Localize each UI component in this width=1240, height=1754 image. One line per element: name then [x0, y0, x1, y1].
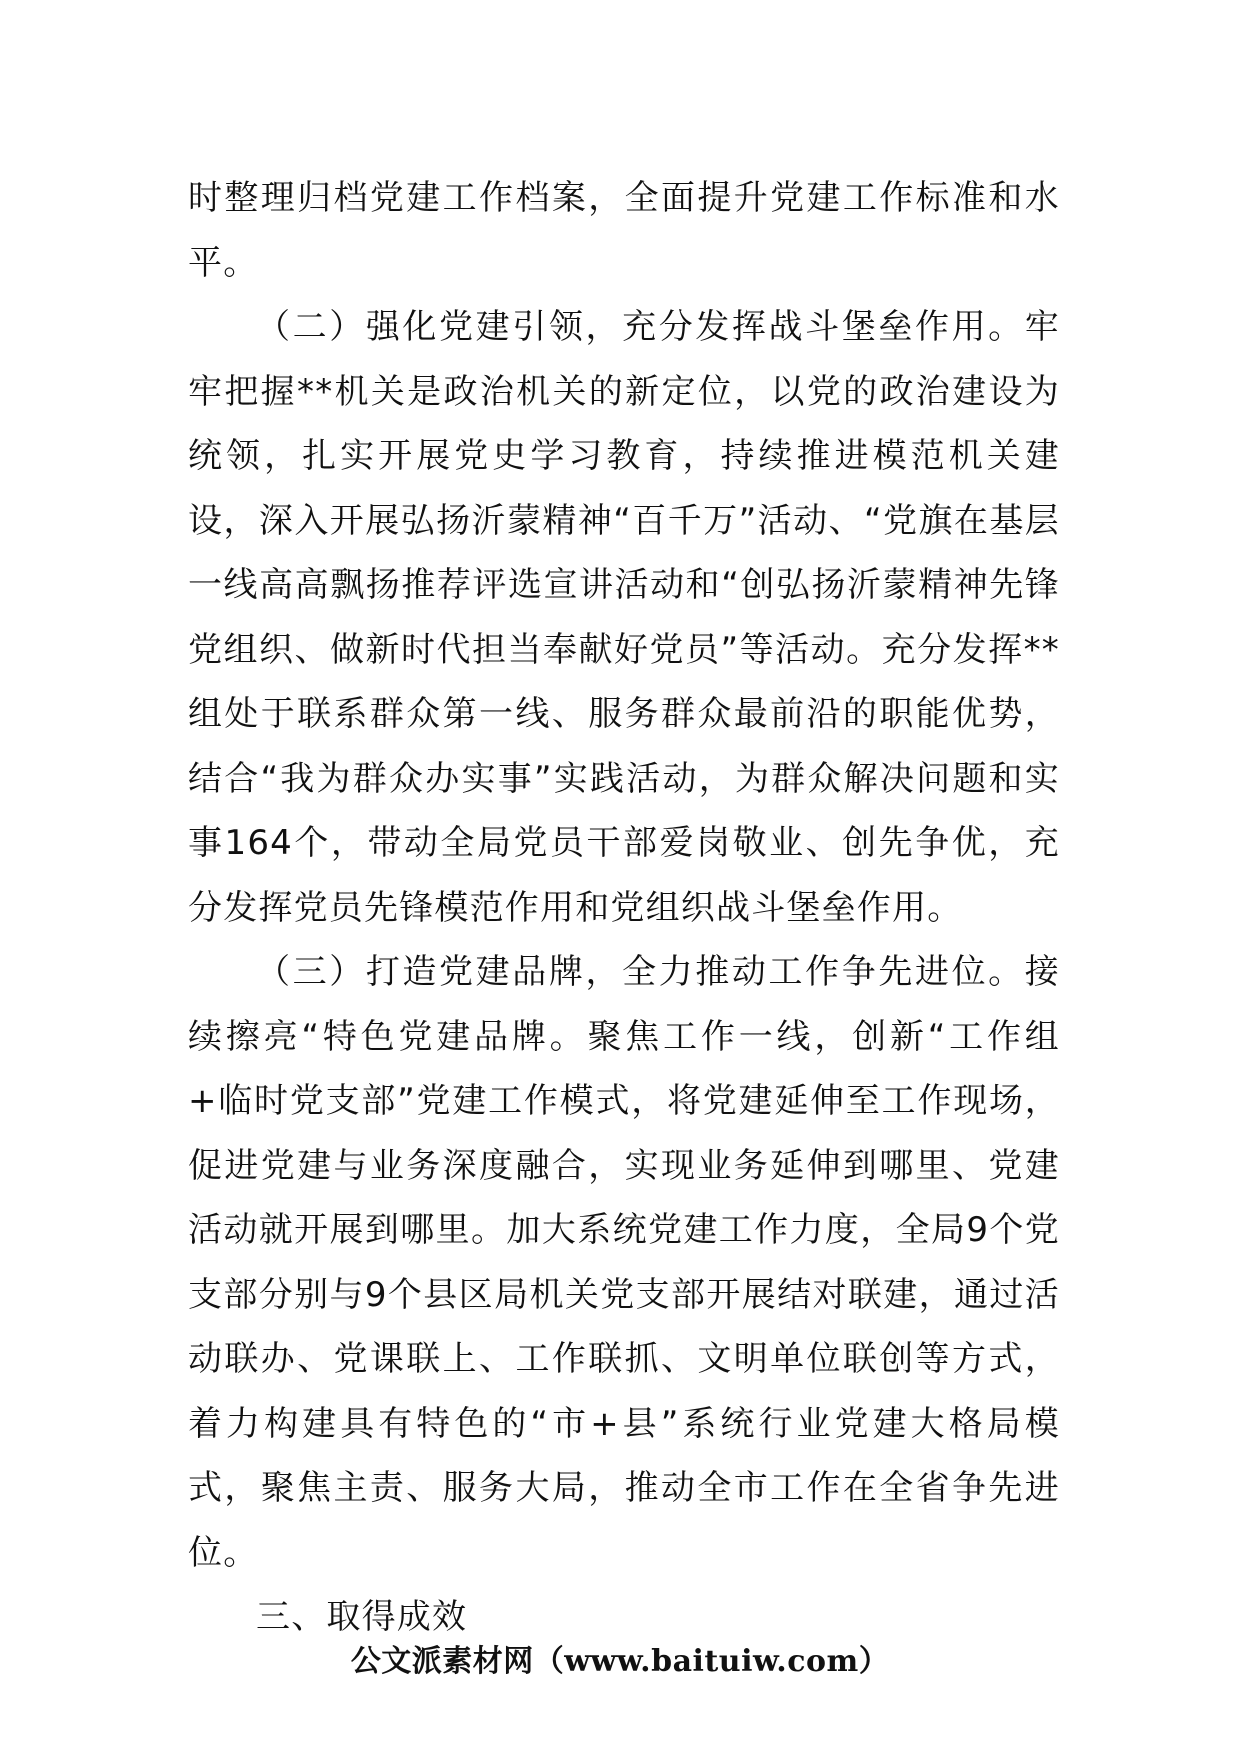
- paragraph-strengthen-party-leadership: （二）强化党建引领，充分发挥战斗堡垒作用。牢牢把握**机关是政治机关的新定位，以党的政治建设为统领，扎实开展党史学习教育，持续推进模范机关建设，深入开展弘扬沂蒙精神“百千万”活动、“党旗在基层一线高高飘扬推荐评选宣讲活动和“创弘扬沂蒙精神先锋党组织、做新时代担当奉献好党员”等活动。充分发挥**组处于联系群众第一线、服务群众最前沿的职能优势，结合“我为群众办实事”实践活动，为群众解决问题和实事164个，带动全局党员干部爱岗敬业、创先争优，充分发挥党员先锋模范作用和党组织战斗堡垒作用。: [188, 307, 1060, 928]
- paragraph-continuation: 时整理归档党建工作档案，全面提升党建工作标准和水平。: [188, 178, 1060, 283]
- footer-watermark: 公文派素材网（www.baituiw.com）: [350, 1644, 890, 1679]
- section-heading-achievements: 三、取得成效: [256, 1597, 468, 1637]
- document-body: [188, 166, 1060, 1650]
- paragraph-build-party-brand: （三）打造党建品牌，全力推动工作争先进位。接续擦亮“特色党建品牌。聚焦工作一线，创新“工作组+临时党支部”党建工作模式，将党建延伸至工作现场，促进党建与业务深度融合，实现业务延伸到哪里、党建活动就开展到哪里。加大系统党建工作力度，全局9个党支部分别与9个县区局机关党支部开展结对联建，通过活动联办、党课联上、工作联抓、文明单位联创等方式，着力构建具有特色的“市+县”系统行业党建大格局模式，聚焦主责、服务大局，推动全市工作在全省争先进位。: [188, 952, 1060, 1573]
